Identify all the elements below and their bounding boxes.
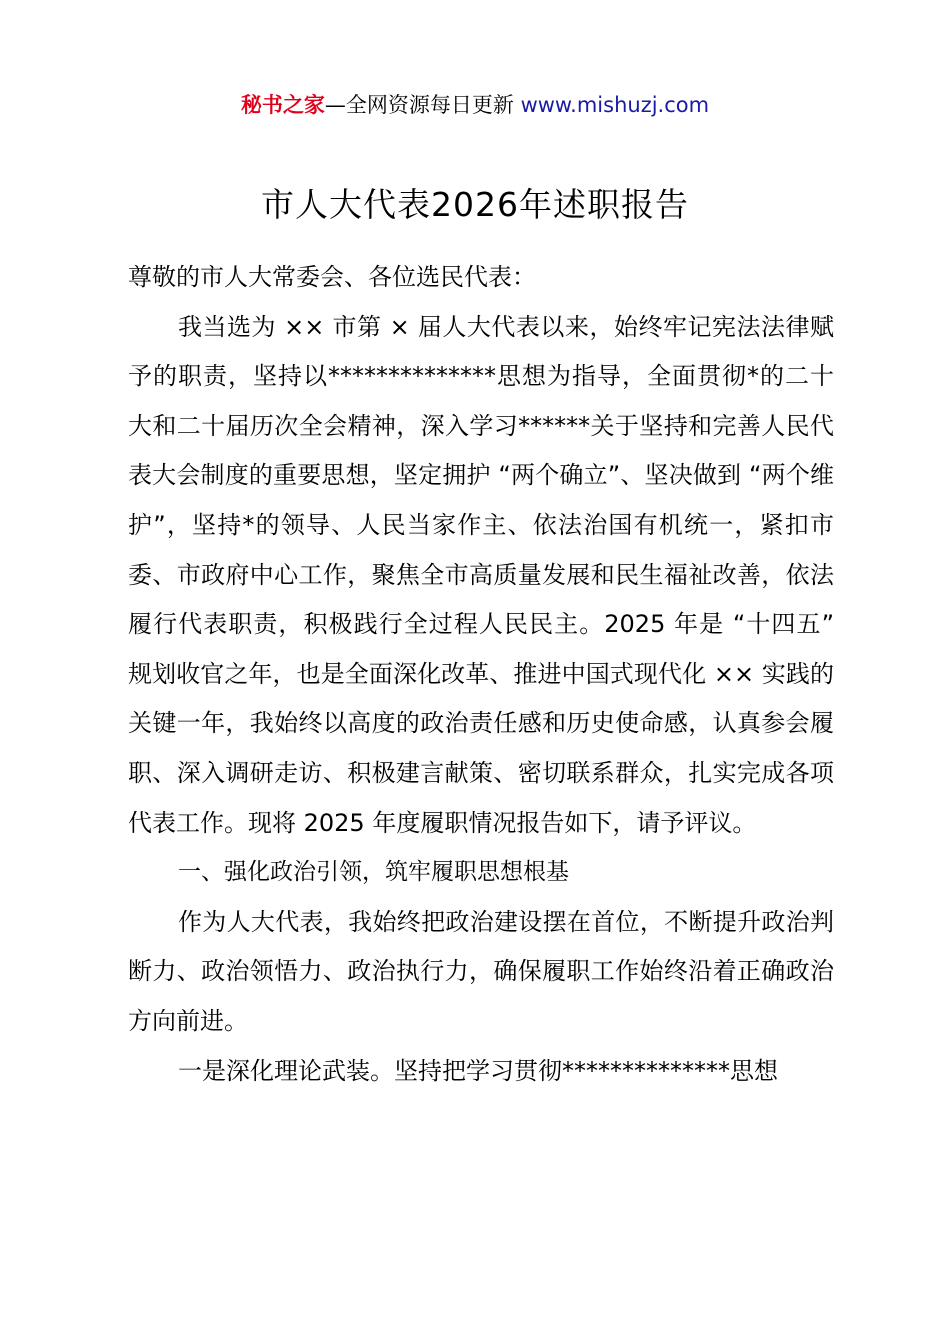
section-intro-paragraph: 作为人大代表，我始终把政治建设摆在首位，不断提升政治判断力、政治领悟力、政治执行力，确保履职工作始终沿着正确政治方向前进。 <box>128 907 834 1035</box>
intro-paragraph: 我当选为 ×× 市第 × 届人大代表以来，始终牢记宪法法律赋予的职责，坚持以**************思想为指导，全面贯彻*的二十大和二十届历次全会精神，深入学习******关于坚持和完善人民代表大会制度的重要思想，坚定拥护 “两个确立”、坚决做到 “两个维护”，坚持*的领导、人民当家作主、依法治国有机统一，紧扣市委、市政府中心工作，聚焦全市高质量发展和民生福祉改善，依法履行代表职责，积极践行全过程人民民主。2025 年是 “十四五” 规划收官之年，也是全面深化改革、推进中国式现代化 ×× 实践的关键一年，我始终以高度的政治责任感和历史使命感，认真参会履职、深入调研走访、积极建言献策、密切联系群众，扎实完成各项代表工作。现将 2025 年度履职情况报告如下，请予评议。 <box>128 312 834 837</box>
brand-name: 秘书之家 <box>240 93 325 117</box>
header-tagline: —全网资源每日更新 <box>324 93 521 117</box>
site-url-link[interactable]: www.mishuzj.com <box>520 93 710 117</box>
section-point-paragraph: 一是深化理论武装。坚持把学习贯彻**************思想 <box>178 1056 778 1085</box>
document-title: 市人大代表2026年述职报告 <box>261 185 689 224</box>
section-heading: 一、强化政治引领，筑牢履职思想根基 <box>178 859 569 886</box>
salutation: 尊敬的市人大常委会、各位选民代表： <box>128 263 536 291</box>
document-body <box>128 253 834 1096</box>
site-header <box>0 88 950 122</box>
